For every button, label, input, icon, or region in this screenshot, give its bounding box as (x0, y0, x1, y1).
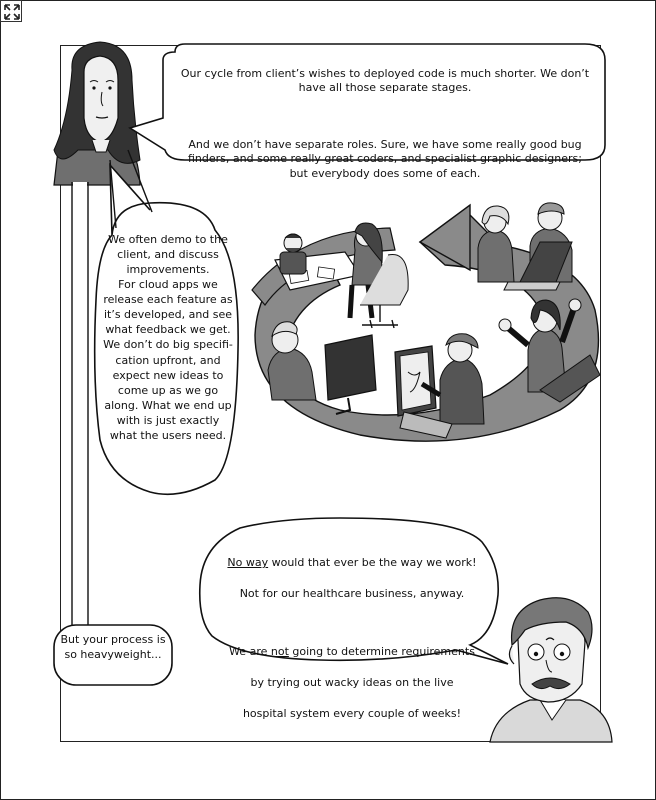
top-bubble-paragraph-2: And we don’t have separate roles. Sure, we have some really good bug finders, and some really great coders, and specialist graphic designers; but everybody does some of each. (188, 137, 582, 181)
not-emphasis: not (270, 645, 289, 659)
monitor-man-character (268, 322, 376, 414)
pair-programmers-characters (478, 203, 572, 290)
bottom-bubble-line-1: No way would that ever be the way we work! (227, 556, 477, 570)
bottom-bubble-line-2: Not for our healthcare business, anyway. (239, 587, 465, 601)
bottom-bubble-line-5: hospital system every couple of weeks! (242, 706, 462, 720)
bottom-bubble-line-4: by trying out wacky ideas on the live (250, 676, 454, 690)
bottom-bubble-text (212, 540, 492, 737)
left-bubble-text: We often demo to the client, and discuss improvements. For cloud apps we release each feature as it’s developed, and see what feedback we get. We don’t do big specifi-cation upfront, and expect new ideas to come up as we go along. What we end up with is just exactly what the users need. (103, 233, 233, 442)
top-bubble-text (180, 52, 590, 197)
woman-character (54, 42, 140, 185)
chair-person-character (350, 223, 408, 328)
bottom-bubble-line-3: We are not going to determine requirements (229, 645, 475, 659)
bearded-man-character (280, 234, 306, 274)
no-way-emphasis: No way (227, 556, 269, 570)
small-bubble-text: But your process is so heavyweight... (60, 633, 166, 661)
mustache-man-character (490, 598, 612, 742)
designer-character (395, 334, 484, 438)
top-bubble-paragraph-1: Our cycle from client’s wishes to deployed code is much shorter. We don’t have all those separate stages. (180, 66, 590, 95)
